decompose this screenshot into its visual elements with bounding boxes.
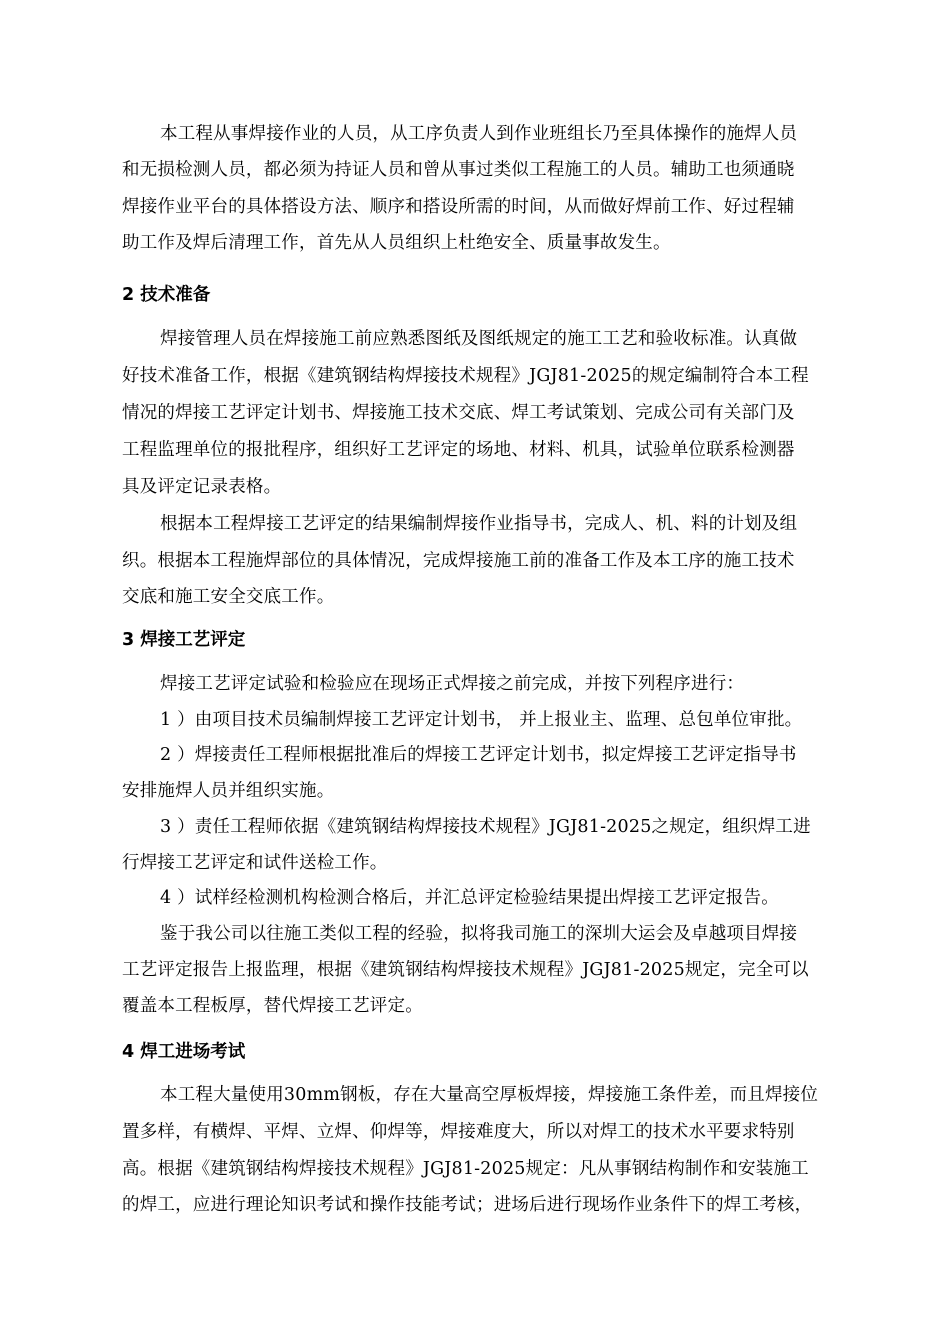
body-line: 焊接管理人员在焊接施工前应熟悉图纸及图纸规定的施工工艺和验收标准。认真做 <box>160 329 798 349</box>
list-item: 2 ）焊接责任工程师根据批准后的焊接工艺评定计划书，拟定焊接工艺评定指导书 <box>160 745 797 765</box>
body-line: 助工作及焊后清理工作，首先从人员组织上杜绝安全、质量事故发生。 <box>122 233 671 253</box>
body-line: 焊接作业平台的具体搭设方法、顺序和搭设所需的时间，从而做好焊前工作、好过程辅 <box>122 197 795 217</box>
section-heading: 4 焊工进场考试 <box>122 1042 246 1062</box>
body-line: 情况的焊接工艺评定计划书、焊接施工技术交底、焊工考试策划、完成公司有关部门及 <box>122 403 795 423</box>
section-heading: 3 焊接工艺评定 <box>122 630 246 650</box>
section-heading: 2 技术准备 <box>122 285 211 305</box>
body-line: 安排施焊人员并组织实施。 <box>122 781 335 801</box>
body-line: 本工程从事焊接作业的人员，从工序负责人到作业班组长乃至具体操作的施焊人员 <box>160 124 798 144</box>
list-item: 1 ）由项目技术员编制焊接工艺评定计划书， 并上报业主、监理、总包单位审批。 <box>160 710 803 730</box>
body-line: 置多样，有横焊、平焊、立焊、仰焊等，焊接难度大，所以对焊工的技术水平要求特别 <box>122 1122 795 1142</box>
body-line: 覆盖本工程板厚，替代焊接工艺评定。 <box>122 996 423 1016</box>
body-line: 织。根据本工程施焊部位的具体情况，完成焊接施工前的准备工作及本工序的施工技术 <box>122 551 795 571</box>
body-line: 的焊工，应进行理论知识考试和操作技能考试；进场后进行现场作业条件下的焊工考核， <box>122 1195 813 1215</box>
body-line: 根据本工程焊接工艺评定的结果编制焊接作业指导书，完成人、机、料的计划及组 <box>160 514 798 534</box>
body-line: 高。根据《建筑钢结构焊接技术规程》JGJ81-2025规定：凡从事钢结构制作和安装施工 <box>122 1159 809 1179</box>
body-line: 好技术准备工作，根据《建筑钢结构焊接技术规程》JGJ81-2025的规定编制符合本工程 <box>122 366 809 386</box>
body-line: 工程监理单位的报批程序，组织好工艺评定的场地、材料、机具，试验单位联系检测器 <box>122 440 795 460</box>
body-line: 工艺评定报告上报监理，根据《建筑钢结构焊接技术规程》JGJ81-2025规定，完全可以 <box>122 960 809 980</box>
body-line: 具及评定记录表格。 <box>122 477 282 497</box>
body-line: 和无损检测人员，都必须为持证人员和曾从事过类似工程施工的人员。辅助工也须通晓 <box>122 160 795 180</box>
body-line: 本工程大量使用30mm钢板，存在大量高空厚板焊接，焊接施工条件差，而且焊接位 <box>160 1085 819 1105</box>
body-line: 焊接工艺评定试验和检验应在现场正式焊接之前完成，并按下列程序进行： <box>160 674 745 694</box>
body-line: 交底和施工安全交底工作。 <box>122 587 335 607</box>
body-line: 行焊接工艺评定和试件送检工作。 <box>122 853 388 873</box>
list-item: 3 ）责任工程师依据《建筑钢结构焊接技术规程》JGJ81-2025之规定，组织焊工进 <box>160 817 811 837</box>
body-line: 鉴于我公司以往施工类似工程的经验，拟将我司施工的深圳大运会及卓越项目焊接 <box>160 924 798 944</box>
list-item: 4 ）试样经检测机构检测合格后，并汇总评定检验结果提出焊接工艺评定报告。 <box>160 888 779 908</box>
